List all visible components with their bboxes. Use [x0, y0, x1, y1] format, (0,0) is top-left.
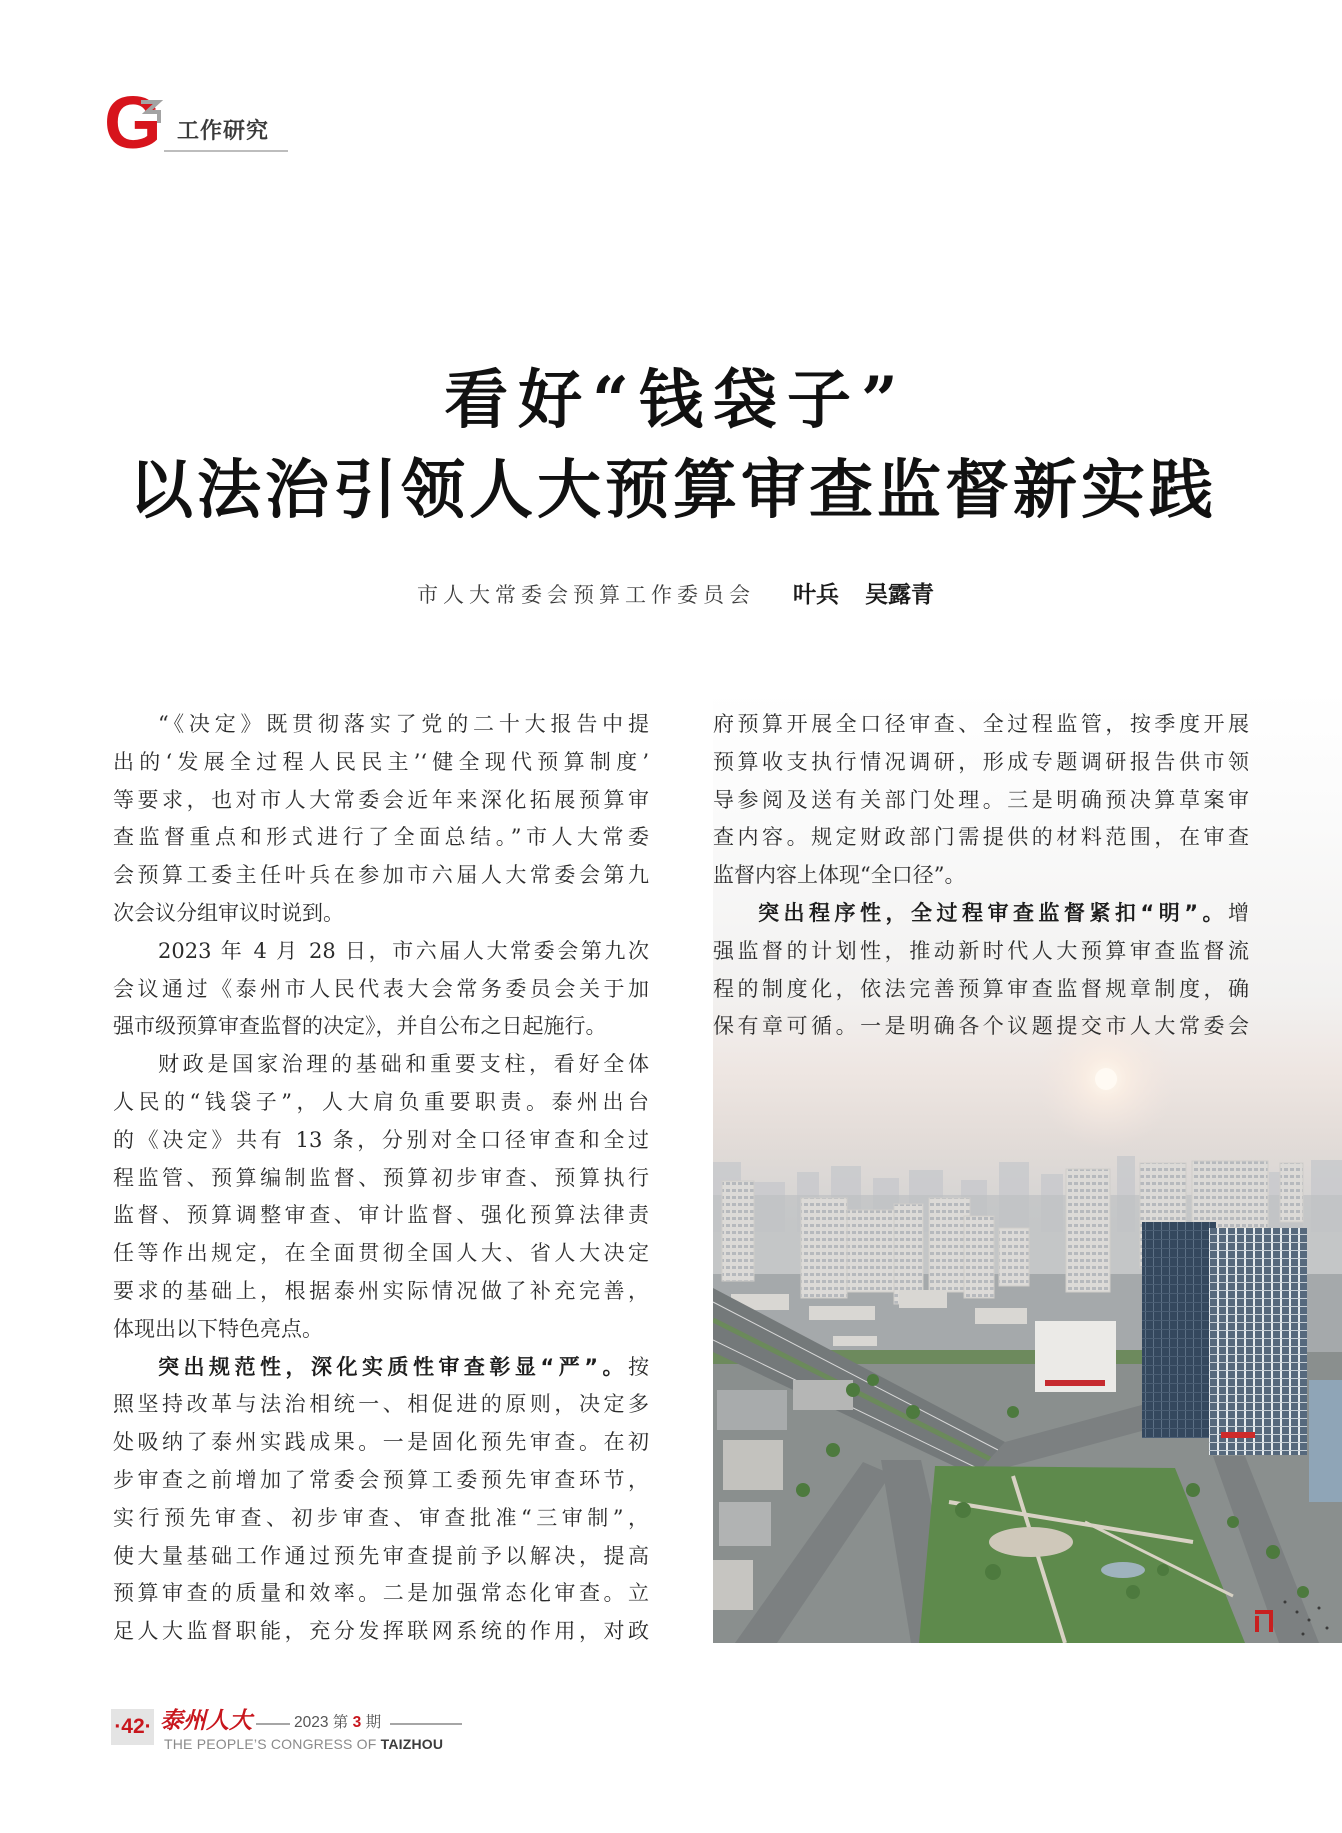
line-text: 强市级预算审查监督的决定》，并自公布之日起施行。: [113, 1014, 607, 1039]
article-title-line-2: 以法治引领人大预算审查监督新实践: [129, 453, 1217, 528]
magazine-english-name: [164, 1735, 443, 1753]
text-line: [113, 971, 649, 1009]
line-text: 预算审查的质量和效率。二是加强常态化审查。立: [113, 1581, 649, 1606]
right-text-column: [713, 706, 1249, 1046]
section-logo: G: [104, 81, 162, 164]
text-line: [713, 895, 1249, 933]
lot: [719, 1502, 771, 1546]
text-line: [113, 706, 649, 744]
line-text: 会预算工委主任叶兵在参加市六届人大常委会第九: [113, 863, 649, 888]
text-line: [713, 706, 1249, 744]
person: [1302, 1633, 1305, 1636]
glass-tower: [1142, 1222, 1216, 1438]
line-text: 步审查之前增加了常委会预算工委预先审查环节，: [113, 1467, 649, 1492]
byline-author: 叶兵: [793, 582, 839, 608]
text-line: [113, 933, 649, 971]
byline-organization: 市人大常委会预算工作委员会: [417, 583, 755, 607]
office-tower: [1209, 1228, 1307, 1455]
text-line: [113, 1122, 649, 1160]
tree: [796, 1483, 810, 1497]
text-line: [113, 1575, 649, 1613]
residential-tower: [894, 1204, 923, 1304]
text-line: [113, 819, 649, 857]
byline-author: 吴露青: [865, 582, 934, 608]
text-line: [113, 857, 649, 895]
tree: [846, 1383, 860, 1397]
text-line: [113, 1424, 649, 1462]
sculpture-beam: [1255, 1610, 1273, 1614]
edge-building: [1309, 1380, 1342, 1502]
person: [1326, 1627, 1329, 1630]
rooftop: [809, 1306, 875, 1320]
line-text: “《决定》既贯彻落实了党的二十大报告中提: [158, 712, 649, 736]
park-pool: [1101, 1562, 1145, 1578]
left-text-column: [113, 706, 649, 1651]
line-text: 按: [628, 1354, 649, 1379]
white-building-sign: [1045, 1380, 1105, 1386]
line-text: 程监管、预算编制监督、预算初步审查、预算执行: [113, 1165, 649, 1190]
tree: [1266, 1545, 1280, 1559]
line-text: 预算收支执行情况调研，形成专题调研报告供市领: [713, 749, 1249, 774]
text-line: [113, 1538, 649, 1576]
page-number: ·42·: [114, 1715, 152, 1738]
section-logo-mark: [138, 97, 164, 125]
line-text: 财政是国家治理的基础和重要支柱，看好全体: [158, 1052, 649, 1077]
text-line: [113, 1349, 649, 1387]
line-text: 任等作出规定，在全面贯彻全国人大、省人大决定: [113, 1241, 649, 1266]
residential-tower: [801, 1198, 847, 1298]
text-line: [113, 782, 649, 820]
line-text: 使大量基础工作通过预先审查提前予以解决，提高: [113, 1543, 649, 1568]
person: [1284, 1601, 1287, 1604]
text-line: [113, 1084, 649, 1122]
line-text: 2023 年 4 月 28 日，市六届人大常委会第九次: [158, 938, 649, 963]
logo-hook-stroke: [141, 102, 159, 123]
tree: [1007, 1406, 1019, 1418]
lot: [713, 1560, 753, 1610]
rooftop: [833, 1336, 877, 1346]
text-line: [113, 1235, 649, 1273]
line-text: 体现出以下特色亮点。: [113, 1316, 323, 1341]
line-text: 程的制度化，依法完善预算审查监督规章制度，确: [713, 976, 1249, 1001]
white-building: [1035, 1321, 1116, 1392]
issue-year: 2023: [294, 1714, 329, 1731]
tree: [1126, 1585, 1140, 1599]
tree: [1157, 1564, 1169, 1576]
line-text: 要求的基础上，根据泰州实际情况做了补充完善，: [113, 1278, 649, 1303]
tree: [826, 1443, 840, 1457]
section-label: 工作研究: [177, 119, 270, 144]
residential-tower: [1192, 1161, 1268, 1228]
issue-number: 3: [352, 1714, 362, 1731]
text-line: [113, 1500, 649, 1538]
line-text: 强监督的计划性，推动新时代人大预算审查监督流: [713, 938, 1249, 963]
english-name: THE PEOPLE’S CONGRESS OF: [164, 1736, 377, 1752]
rooftop: [899, 1290, 947, 1308]
residential-tower: [722, 1181, 754, 1281]
tree: [1227, 1516, 1239, 1528]
text-line: [113, 1197, 649, 1235]
line-text: 查监督重点和形式进行了全面总结。”市人大常委: [113, 825, 649, 850]
text-line: [713, 1008, 1249, 1046]
line-text: 增: [1228, 900, 1249, 925]
person: [1308, 1619, 1311, 1622]
text-line: [713, 933, 1249, 971]
line-text: 查内容。规定财政部门需提供的材料范围，在审查: [713, 825, 1249, 850]
text-line: [113, 1311, 649, 1349]
tree: [1297, 1586, 1309, 1598]
line-text: 等要求，也对市人大常委会近年来深化拓展预算审: [113, 787, 649, 812]
text-line: [113, 1386, 649, 1424]
line-text: 实行预先审查、初步审查、审查批准“三审制”，: [113, 1505, 649, 1530]
lot: [793, 1380, 853, 1410]
text-line: [113, 1008, 649, 1046]
residential-tower: [964, 1216, 994, 1298]
line-text: 监督内容上体现“全口径”。: [713, 863, 966, 888]
tree: [1186, 1483, 1200, 1497]
text-line: [113, 744, 649, 782]
residential-tower: [847, 1210, 894, 1292]
issue-info: [294, 1712, 381, 1734]
line-text: 府预算开展全口径审查、全过程监管，按季度开展: [713, 712, 1249, 736]
text-line: [113, 1462, 649, 1500]
lot: [717, 1390, 787, 1430]
issue-prefix: 第: [332, 1714, 349, 1731]
tree: [867, 1374, 879, 1386]
line-text: 照坚持改革与法治相统一、相促进的原则，决定多: [113, 1392, 649, 1417]
text-line: [113, 1160, 649, 1198]
sun: [1095, 1068, 1117, 1090]
magazine-name: 泰州人大: [160, 1707, 252, 1734]
text-line: [713, 971, 1249, 1009]
text-line: [113, 1046, 649, 1084]
line-text: 出的‘发展全过程人民民主’‘健全现代预算制度’: [113, 749, 649, 774]
line-text: 处吸纳了泰州实践成果。一是固化预先审查。在初: [113, 1430, 649, 1455]
lead-heading: 突出规范性，深化实质性审查彰显“严”。: [158, 1354, 628, 1379]
sculpture-post: [1255, 1616, 1259, 1632]
issue-suffix: 期: [365, 1714, 382, 1731]
line-text: 人民的“钱袋子”，人大肩负重要职责。泰州出台: [113, 1089, 649, 1114]
lead-heading: 突出程序性，全过程审查监督紧扣“明”。: [758, 900, 1228, 925]
line-text: 的《决定》共有 13 条，分别对全口径审查和全过: [113, 1127, 649, 1152]
rooftop: [975, 1308, 1027, 1324]
residential-tower: [1066, 1169, 1110, 1292]
tree: [985, 1564, 1001, 1580]
person: [1296, 1611, 1299, 1614]
office-tower-sign: [1221, 1432, 1255, 1438]
english-city: TAIZHOU: [380, 1736, 444, 1752]
text-line: [713, 744, 1249, 782]
footer-rule: [256, 1723, 290, 1725]
article-title-line-1: 看好“钱袋子”: [444, 363, 908, 438]
text-line: [713, 819, 1249, 857]
footer-rule: [390, 1723, 462, 1725]
park-plaza: [989, 1527, 1073, 1557]
line-text: 保有章可循。一是明确各个议题提交市人大常委会: [713, 1014, 1249, 1039]
line-text: 次会议分组审议时说到。: [113, 900, 344, 925]
text-line: [113, 895, 649, 933]
tree: [955, 1502, 971, 1518]
section-divider: [164, 150, 288, 152]
text-line: [713, 782, 1249, 820]
line-text: 会议通过《泰州市人民代表大会常务委员会关于加: [113, 976, 649, 1001]
line-text: 足人大监督职能，充分发挥联网系统的作用，对政: [113, 1619, 649, 1644]
residential-tower: [1280, 1163, 1303, 1222]
line-text: 监督、预算调整审查、审计监督、强化预算法律责: [113, 1203, 649, 1228]
person: [1318, 1607, 1321, 1610]
lot: [723, 1440, 783, 1490]
tree: [906, 1405, 920, 1419]
text-line: [113, 1273, 649, 1311]
text-line: [713, 857, 1249, 895]
residential-tower: [999, 1228, 1029, 1286]
line-text: 导参阅及送有关部门处理。三是明确预决算草案审: [713, 787, 1249, 812]
text-line: [113, 1613, 649, 1651]
